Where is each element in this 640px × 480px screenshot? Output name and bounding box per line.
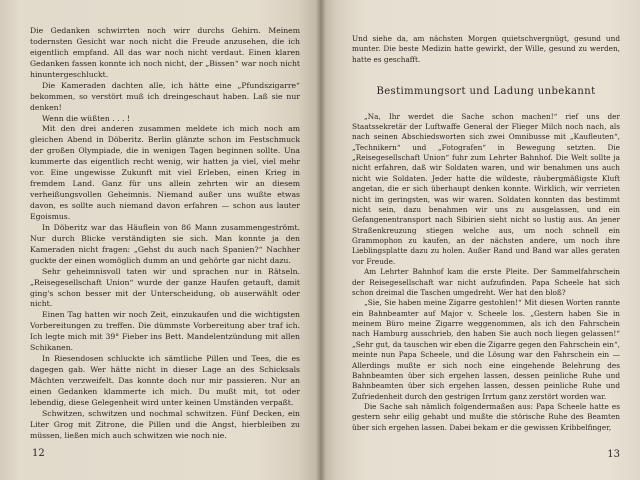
page-number-left: 12 [32,448,45,460]
left-page-body [30,26,300,442]
page-number-right: 13 [607,448,620,460]
right-page [320,0,640,480]
paragraph: Die Kameraden dachten alle, ich hätte eine „Pfundszigarre“ bekommen, so verstört muß ich dreingeschaut haben. Laß sie nur denken! [30,80,300,112]
paragraph: „Sie, Sie haben meine Zigarre gestohlen!“ Mit diesen Worten rannte ein Bahnbeamter auf Major v. Scheele los. „Gestern haben Sie in meinem Büro meine Zigarre weggenommen, als ich den Fahrschein nach Hamburg ausschrieb, den haben Sie auch noch liegen gelassen!“ „Sehr gut, da tauschen wir eben die Zigarre gegen den Fahrschein ein“, meinte nun Papa Scheele, und die Lösung war den Fahrschein ein — Allerdings mußte er sich noch eine eingehende Belehrung des Bahnbeamten über sich ergehen lassen, dessen peinliche Ruhe und Bahnbeamten über sich ergehen lassen, dessen peinliche Ruhe und Zufriedenheit durch den gestrigen Irrtum ganz zerstört worden war. [352,298,620,401]
paragraph: Sehr geheimnisvoll taten wir und sprachen nur in Rätseln. „Reisegesellschaft Union“ wurde der ganze Haufen getauft, damit ging's schon besser mit der Unterscheidung, ob auserwählt oder nicht. [30,266,300,309]
paragraph: Wenn die wüßten . . . ! [42,113,130,123]
chapter-heading: Bestimmungsort und Ladung unbekannt [376,86,596,98]
paragraph: Die Sache sah nämlich folgendermaßen aus: Papa Scheele hatte es gestern sehr eilig gehabt und mußte die störische Ruhe des Beamten über sich ergehen lassen. Dabei bekam er die gewissen Kribbelfinger, [352,402,620,432]
paragraph: In Döberitz war das Häuflein von 86 Mann zusammengeströmt. Nur durch Blicke verständigten sie sich. Man konnte ja den Kameraden nicht fragen: „Gehst du auch nach Spanien?“ Nachher guckte der einen womöglich dumm an und gehörte gar nicht dazu. [30,222,300,265]
paragraph: Einen Tag hatten wir noch Zeit, einzukaufen und die wichtigsten Vorbereitungen zu treffen. Die dümmste Vorbereitung aber traf ich. Ich legte mich mit 39° Fieber ins Bett. Mandelentzündung mit allen Schikanen. [30,310,300,353]
paragraph: Mit den drei anderen zusammen meldete ich mich noch am gleichen Abend in Döberitz. Berlin glänzte schon im Festschmuck der großen Olympiade, die in wenigen Tagen beginnen sollte. Una kummerte das eigentlich recht wenig, wir hatten ja viel, viel mehr vor. Eine ungewisse Zukunft mit viel Erleben, einen Krieg in fremdem Land. Ganz für uns allein zehrten wir an diesem verheißungsvollen Geheimnis. Niemand außer uns wußte etwas davon, es sollte auch niemand davon erfahren — schon aus lauter Egoismus. [30,124,300,221]
paragraph: In Riesendosen schluckte ich sämtliche Pillen und Tees, die es dagegen gab. Wer hätte nicht in dieser Lage an des Schicksals Mächten verzweifelt. Das konnte doch nur mir passieren. Nur an einen Gedanken klammerte ich mich. Du mußt mit, tot oder lebendig, diese Gelegenheit wird unter keinen Umständen verpaßt. [30,354,300,407]
paragraph: Die Gedanken schwirrten noch wirr durchs Gehirn. Meinem todernsten Gesicht war noch nicht die Freude anzusehen, die ich eigentlich empfand. All das war noch nicht verdaut. Einen klaren Gedanken fassen konnte ich noch nicht, der „Bissen“ war noch nicht hinuntergeschluckt. [30,26,300,79]
book-gutter [316,0,326,480]
paragraph: „Na, Ihr werdet die Sache schon machen!“ rief uns der Staatssekretär der Luftwaffe General der Flieger Milch noch nach, als nach seinen Abschiedsworten sich zwei Omnibusse mit „Kaufleuten“, „Technikern“ und „Fotografen“ in Bewegung setzten. Die „Reisegesellschaft Union“ fuhr zum Lehrter Bahnhof. Die Welt sollte ja nicht erfahren, daß wir Soldaten waren, und wir benahmen uns auch nicht wie Soldaten. Jeder hatte die wildeste, räubergmäßigste Kluft angetan, die er sich überhaupt denken konnte. Wirklich, wir verrieten nicht im geringsten, was wir waren. Soldaten konnten das bestimmt nicht sein, dazu benahmen wir uns zu ausgelassen, und ein Gefangenentransport nach Sibirien sieht nicht so lustig aus. An jener Straßenkreuzung stiegen welche aus, um noch schnell ein Grammophon zu kaufen, an der nächsten andere, um noch ihre Lieblingsplatte dazu zu holen. Außer Rand und Band war alles geraten vor Freude. [352,111,620,266]
right-page-body [352,34,620,433]
intro-paragraph: Und siehe da, am nächsten Morgen quietschvergnügt, gesund und munter. Die beste Medizin hatte gewirkt, der Wille, gesund zu werden, hatte es geschafft. [352,34,620,64]
paragraph: Schwitzen, schwitzen und nochmal schwitzen. Fünf Decken, ein Liter Grog mit Zitrone, die Pillen und die Angst, hierbleiben zu müssen, ließen mich auch schwitzen wie noch nie. [30,408,300,440]
paragraph: Am Lehrter Bahnhof kam die erste Pleite. Der Sammelfahrschein der Reisegesellschaft war nicht aufzufinden. Papa Scheele hat sich schon dreimal die Taschen umgedreht. Wer hat den bloß? [352,267,620,297]
